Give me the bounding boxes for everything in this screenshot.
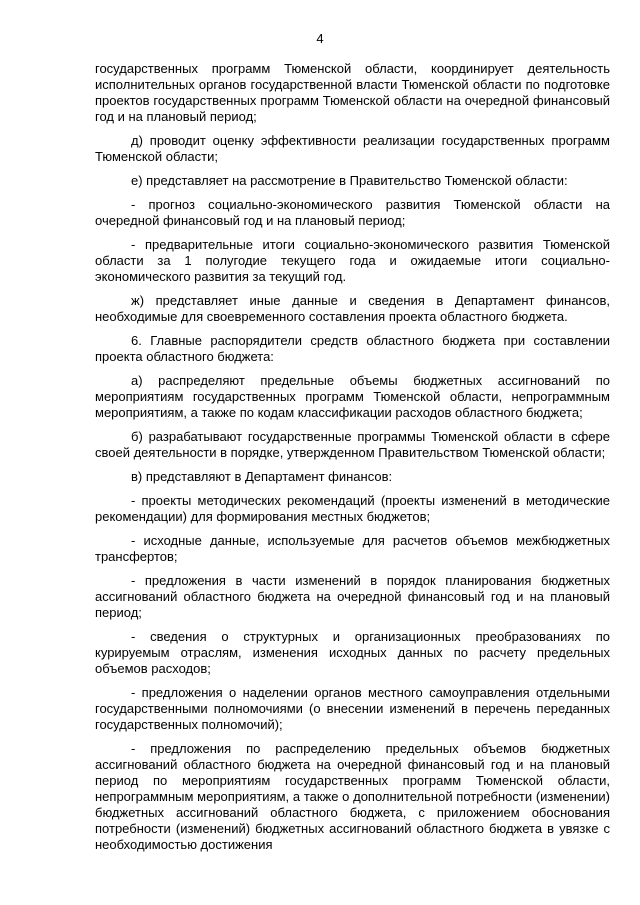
paragraph-item-v: в) представляют в Департамент финансов: [131, 469, 393, 484]
paragraph-bullet-preliminary-results: - предварительные итоги социально-экономического развития Тюменской области за 1 полугодие текущего года и ожидаемые итоги социально-экономического развития за текущий год. [95, 237, 610, 284]
paragraph-bullet-source-data: - исходные данные, используемые для расчетов объемов межбюджетных трансфертов; [95, 533, 610, 564]
paragraph-bullet-structural-changes: - сведения о структурных и организационных преобразованиях по курируемым отраслям, изменения исходных данных по расчету предельных объемов расходов; [95, 629, 610, 676]
paragraph-continuation: государственных программ Тюменской области, координирует деятельность исполнительных органов государственной власти Тюменской области по подготовке проектов государственных программ Тюменской области на очередной финансовый год и на плановый период; [95, 61, 610, 124]
paragraph-item-e: е) представляет на рассмотрение в Правительство Тюменской области: [131, 173, 568, 188]
paragraph-bullet-methodical: - проекты методических рекомендаций (проекты изменений в методические рекомендации) для формирования местных бюджетов; [95, 493, 610, 524]
document-body [95, 61, 610, 853]
paragraph-section-6: 6. Главные распорядители средств областного бюджета при составлении проекта областного бюджета: [95, 333, 610, 364]
paragraph-item-b: б) разрабатывают государственные программы Тюменской области в сфере своей деятельности в порядке, утвержденном Правительством Тюменской области; [95, 429, 610, 460]
paragraph-item-d: д) проводит оценку эффективности реализации государственных программ Тюменской области; [95, 133, 610, 164]
paragraph-bullet-powers: - предложения о наделении органов местного самоуправления отдельными государственными полномочиями (о внесении изменений в перечень переданных государственных полномочий); [95, 685, 610, 732]
paragraph-item-zh: ж) представляет иные данные и сведения в Департамент финансов, необходимые для своевременного составления проекта областного бюджета. [95, 293, 610, 324]
page-number: 4 [316, 31, 324, 46]
paragraph-item-a: а) распределяют предельные объемы бюджетных ассигнований по мероприятиям государственных программ Тюменской области, непрограммным мероприятиям, а также по кодам классификации расходов областного бюджета; [95, 373, 610, 420]
paragraph-bullet-planning-changes: - предложения в части изменений в порядок планирования бюджетных ассигнований областного бюджета на очередной финансовый год и на плановый период; [95, 573, 610, 620]
paragraph-bullet-forecast: - прогноз социально-экономического развития Тюменской области на очередной финансовый год и на плановый период; [95, 197, 610, 228]
paragraph-bullet-distribution: - предложения по распределению предельных объемов бюджетных ассигнований областного бюджета на очередной финансовый год и на плановый период по мероприятиям государственных программ Тюменской области, непрограммным мероприятиям, а также о дополнительной потребности (изменении) бюджетных ассигнований областного бюджета, с приложением обоснования потребности (изменений) бюджетных ассигнований областного бюджета в увязке с необходимостью достижения [95, 741, 610, 852]
